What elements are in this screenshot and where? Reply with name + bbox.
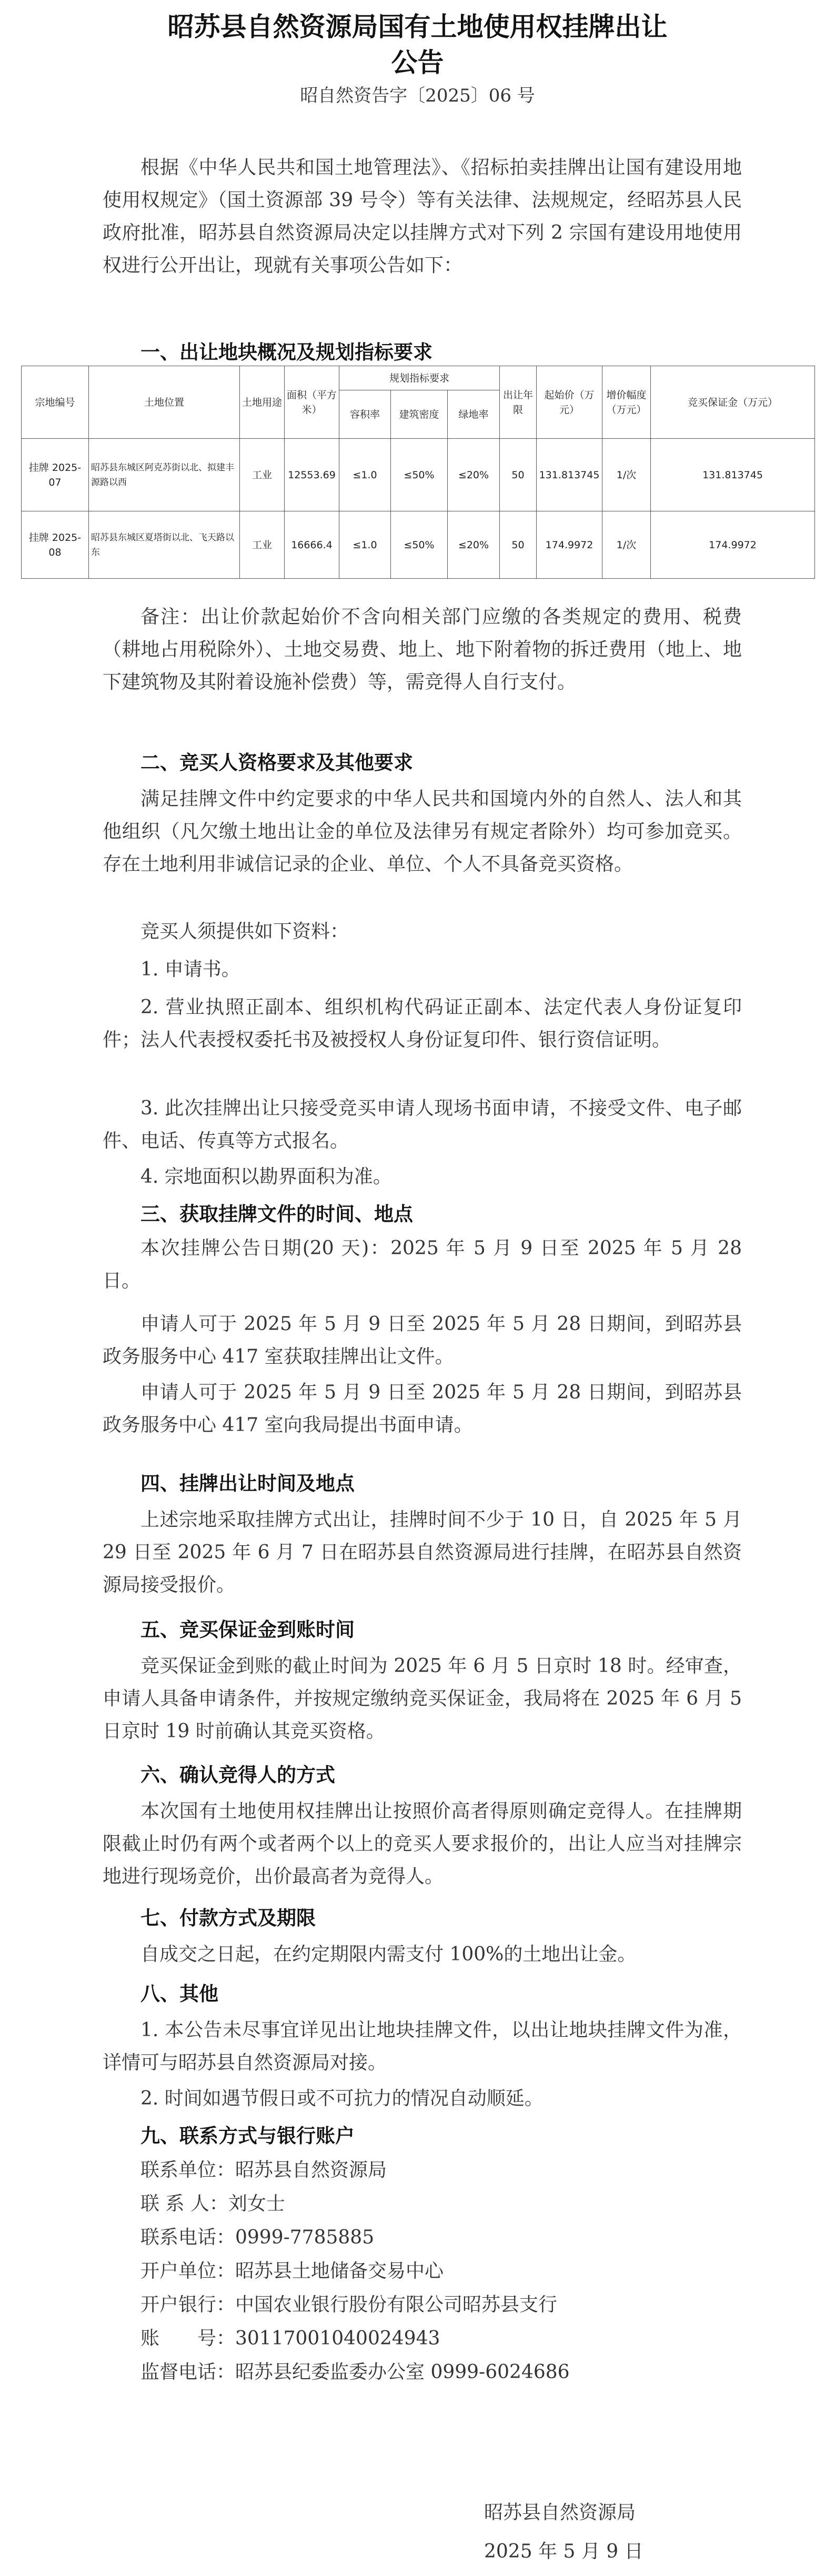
section-heading-bidder-qualification: 二、竞买人资格要求及其他要求 [140, 751, 413, 774]
cell-area: 16666.4 [285, 511, 339, 579]
header-start-price: 起始价（万元） [537, 366, 602, 439]
header-location: 土地位置 [89, 366, 240, 439]
table-row [22, 439, 815, 511]
cell-density: ≤50% [391, 439, 448, 511]
table-note: 备注：出让价款起始价不含向相关部门应缴的各类规定的费用、税费（耕地占用税除外）、土地交易费、地上、地下附着物的拆迁费用（地上、地下建筑物及其附着设施补偿费）等，需竞得人自行支付。 [103, 606, 742, 693]
cell-density: ≤50% [391, 511, 448, 579]
section-heading-obtain-documents: 三、获取挂牌文件的时间、地点 [140, 1203, 413, 1225]
payment-paragraph: 自成交之日起，在约定期限内需支付 100%的土地出让金。 [140, 1944, 637, 1965]
cell-green: ≤20% [448, 511, 500, 579]
cell-deposit: 131.813745 [651, 439, 815, 511]
table-row [22, 511, 815, 579]
supervision-phone: 监督电话：昭苏县纪委监委办公室 0999-6024686 [140, 2361, 570, 2383]
cell-parcel-no: 挂牌 2025-07 [22, 439, 89, 511]
cell-parcel-no: 挂牌 2025-08 [22, 511, 89, 579]
cell-increment: 1/次 [602, 511, 651, 579]
signature-date: 2025 年 5 月 9 日 [484, 2541, 643, 2562]
header-term: 出让年限 [500, 366, 537, 439]
submit-application-paragraph: 申请人可于 2025 年 5 月 9 日至 2025 年 5 月 28 日期间，到昭苏县政务服务中心 417 室向我局提出书面申请。 [103, 1382, 742, 1436]
section-heading-listing-time: 四、挂牌出让时间及地点 [140, 1472, 355, 1495]
section-heading-deposit-deadline: 五、竞买保证金到账时间 [140, 1618, 355, 1641]
account-unit: 开户单位：昭苏县土地储备交易中心 [140, 2260, 444, 2282]
qualification-paragraph: 满足挂牌文件中约定要求的中华人民共和国境内外的自然人、法人和其他组织（凡欠缴土地出让金的单位及法律另有规定者除外）均可参加竞买。存在土地利用非诚信记录的企业、单位、个人不具备竞买资格。 [103, 788, 742, 875]
cell-far: ≤1.0 [339, 439, 391, 511]
cell-start-price: 174.9972 [537, 511, 602, 579]
cell-use: 工业 [240, 439, 285, 511]
cell-start-price: 131.813745 [537, 439, 602, 511]
contact-phone: 联系电话：0999-7785885 [140, 2227, 375, 2248]
page-title-continued: 公告 [391, 47, 444, 78]
other-item-2: 2. 时间如遇节假日或不可抗力的情况自动顺延。 [140, 2088, 544, 2109]
signature-org: 昭苏县自然资源局 [484, 2502, 636, 2523]
header-far: 容积率 [339, 390, 391, 439]
header-density: 建筑密度 [391, 390, 448, 439]
bank-name: 开户银行：中国农业银行股份有限公司昭苏县支行 [140, 2294, 558, 2316]
header-green: 绿地率 [448, 390, 500, 439]
winner-method-paragraph: 本次国有土地使用权挂牌出让按照价高者得原则确定竞得人。在挂牌期限截止时仍有两个或者两个以上的竞买人要求报价的，出让人应当对挂牌宗地进行现场竞价，出价最高者为竞得人。 [103, 1800, 742, 1887]
materials-item-1: 1. 申请书。 [140, 959, 240, 980]
cell-term: 50 [500, 439, 537, 511]
materials-item-4: 4. 宗地面积以勘界面积为准。 [140, 1166, 392, 1188]
intro-paragraph: 根据《中华人民共和国土地管理法》、《招标拍卖挂牌出让国有建设用地使用权规定》（国土资源部 39 号令）等有关法律、法规规定，经昭苏县人民政府批准，昭苏县自然资源局决定以挂牌方式对下列 2 宗国有建设用地使用权进行公开出让，现就有关事项公告如下： [103, 157, 742, 276]
materials-item-3: 3. 此次挂牌出让只接受竞买申请人现场书面申请，不接受文件、电子邮件、电话、传真等方式报名。 [103, 1098, 742, 1152]
materials-intro: 竞买人须提供如下资料： [140, 921, 349, 942]
header-deposit: 竞买保证金（万元） [651, 366, 815, 439]
section-heading-other: 八、其他 [140, 1983, 218, 2005]
cell-deposit: 174.9972 [651, 511, 815, 579]
contact-unit: 联系单位：昭苏县自然资源局 [140, 2159, 387, 2181]
cell-increment: 1/次 [602, 439, 651, 511]
header-increment: 增价幅度（万元） [602, 366, 651, 439]
listing-time-paragraph: 上述宗地采取挂牌方式出让，挂牌时间不少于 10 日，自 2025 年 5 月 29 日至 2025 年 6 月 7 日在昭苏县自然资源局进行挂牌，在昭苏县自然资源局接受报价。 [103, 1509, 742, 1596]
cell-far: ≤1.0 [339, 511, 391, 579]
cell-term: 50 [500, 511, 537, 579]
other-item-1: 1. 本公告未尽事宜详见出让地块挂牌文件，以出让地块挂牌文件为准，详情可与昭苏县自然资源局对接。 [103, 2019, 742, 2074]
land-parcel-table [21, 366, 815, 579]
cell-green: ≤20% [448, 439, 500, 511]
header-parcel-no: 宗地编号 [22, 366, 89, 439]
section-heading-contact: 九、联系方式与银行账户 [140, 2125, 355, 2147]
header-use: 土地用途 [240, 366, 285, 439]
materials-item-2: 2. 营业执照正副本、组织机构代码证正副本、法定代表人身份证复印件；法人代表授权委托书及被授权人身份证复印件、银行资信证明。 [103, 997, 742, 1051]
cell-location: 昭苏县东城区阿克苏街以北、拟建丰源路以西 [89, 439, 240, 511]
page-title: 昭苏县自然资源局国有土地使用权挂牌出让 [167, 12, 668, 42]
section-heading-winner-method: 六、确认竞得人的方式 [140, 1764, 335, 1786]
cell-location: 昭苏县东城区夏塔街以北、飞天路以东 [89, 511, 240, 579]
obtain-documents-paragraph: 申请人可于 2025 年 5 月 9 日至 2025 年 5 月 28 日期间，到昭苏县政务服务中心 417 室获取挂牌出让文件。 [103, 1313, 742, 1367]
account-number: 账 号：30117001040024943 [140, 2328, 440, 2349]
document-number: 昭自然资告字〔2025〕06 号 [300, 85, 535, 106]
deposit-deadline-paragraph: 竞买保证金到账的截止时间为 2025 年 6 月 5 日京时 18 时。经审查，申请人具备申请条件，并按规定缴纳竞买保证金，我局将在 2025 年 6 月 5 日京时 19 时前确认其竞买资格。 [103, 1655, 742, 1742]
header-planning: 规划指标要求 [339, 366, 500, 390]
section-heading-payment: 七、付款方式及期限 [140, 1907, 316, 1929]
cell-area: 12553.69 [285, 439, 339, 511]
announcement-period: 本次挂牌公告日期(20 天)：2025 年 5 月 9 日至 2025 年 5 月 28 日。 [103, 1237, 742, 1292]
header-area: 面积（平方米） [285, 366, 339, 439]
section-heading-land-overview: 一、出让地块概况及规划指标要求 [140, 341, 432, 364]
cell-use: 工业 [240, 511, 285, 579]
contact-person: 联 系 人：刘女士 [140, 2193, 285, 2215]
